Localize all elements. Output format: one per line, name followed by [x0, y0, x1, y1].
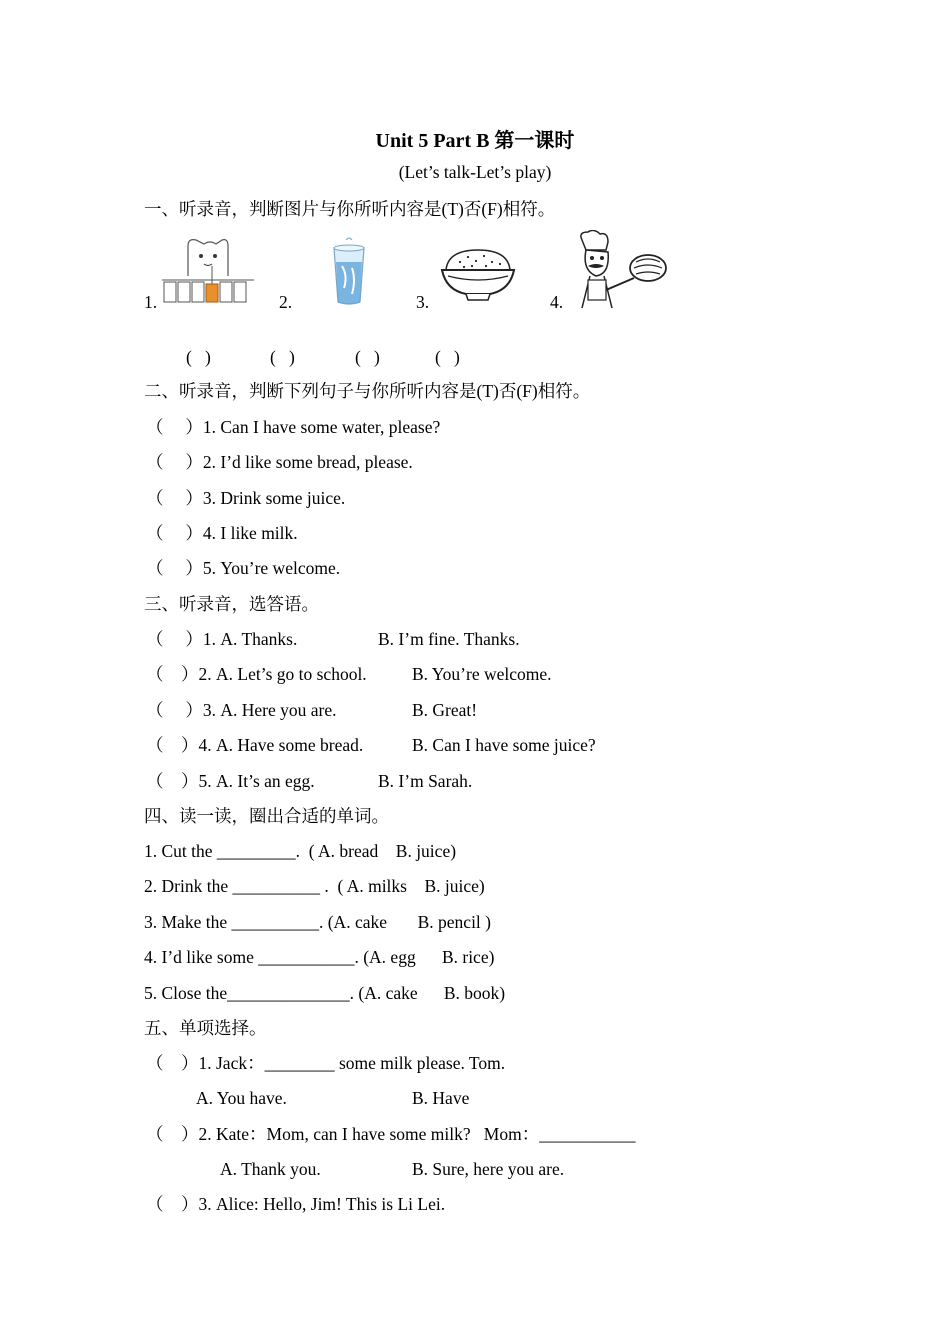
- circle-word-item-5: 5. Close the______________. (A. cake B. book): [144, 983, 506, 1003]
- choice-question-3: （ ）3. Alice: Hello, Jim! This is Li Lei.: [146, 1194, 446, 1214]
- picture-number-4: 4.: [550, 292, 564, 312]
- juice-glasses-picture: [160, 236, 256, 306]
- circle-word-item-4: 4. I’d like some ___________. (A. egg B. rice): [144, 947, 495, 967]
- judge-sentence-3: （ ）3. Drink some juice.: [146, 488, 346, 508]
- judge-sentence-2: （ ）2. I’d like some bread, please.: [146, 452, 413, 472]
- response-question-1: （ ）1. A. Thanks.: [146, 629, 298, 649]
- section-4-heading: 四、读一读，圈出合适的单词。: [144, 806, 389, 826]
- response-option-4b: B. Can I have some juice?: [412, 735, 596, 755]
- choice-question-1-option-a: A. You have.: [196, 1088, 287, 1108]
- answer-paren-2[interactable]: ( ): [270, 347, 295, 367]
- baker-bread-picture: [572, 230, 670, 310]
- section-1-heading: 一、听录音，判断图片与你所听内容是(T)否(F)相符。: [144, 199, 556, 219]
- circle-word-item-2: 2. Drink the __________ . ( A. milks B. juice): [144, 876, 485, 896]
- section-5-heading: 五、单项选择。: [144, 1018, 267, 1038]
- picture-number-1: 1.: [144, 292, 158, 312]
- answer-paren-1[interactable]: ( ): [186, 347, 211, 367]
- choice-question-2-option-a: A. Thank you.: [220, 1159, 321, 1179]
- circle-word-item-3: 3. Make the __________. (A. cake B. pencil ): [144, 912, 492, 932]
- worksheet-subtitle: (Let’s talk-Let’s play): [398, 162, 552, 182]
- judge-sentence-5: （ ）5. You’re welcome.: [146, 558, 341, 578]
- circle-word-item-1: 1. Cut the _________. ( A. bread B. juice): [144, 841, 457, 861]
- response-option-3b: B. Great!: [412, 700, 478, 720]
- choice-question-1-option-b: B. Have: [412, 1088, 470, 1108]
- response-option-1b: B. I’m fine. Thanks.: [378, 629, 520, 649]
- answer-paren-3[interactable]: ( ): [355, 347, 380, 367]
- response-option-5b: B. I’m Sarah.: [378, 771, 473, 791]
- rice-bowl-picture: [440, 244, 516, 302]
- section-2-heading: 二、听录音，判断下列句子与你所听内容是(T)否(F)相符。: [144, 381, 591, 401]
- response-question-4: （ ）4. A. Have some bread.: [146, 735, 364, 755]
- response-question-2: （ ）2. A. Let’s go to school.: [146, 664, 367, 684]
- choice-question-1: （ ）1. Jack：________ some milk please. Tom.: [146, 1053, 506, 1073]
- worksheet-title: Unit 5 Part B 第一课时: [375, 130, 575, 152]
- response-question-3: （ ）3. A. Here you are.: [146, 700, 337, 720]
- picture-number-3: 3.: [416, 292, 430, 312]
- choice-question-2-option-b: B. Sure, here you are.: [412, 1159, 565, 1179]
- response-question-5: （ ）5. A. It’s an egg.: [146, 771, 315, 791]
- section-3-heading: 三、听录音，选答语。: [144, 594, 319, 614]
- water-glass-picture: [328, 236, 370, 308]
- judge-sentence-4: （ ）4. I like milk.: [146, 523, 298, 543]
- judge-sentence-1: （ ）1. Can I have some water, please?: [146, 417, 441, 437]
- answer-paren-4[interactable]: ( ): [435, 347, 460, 367]
- response-option-2b: B. You’re welcome.: [412, 664, 552, 684]
- choice-question-2: （ ）2. Kate：Mom, can I have some milk? Mom：___________: [146, 1124, 636, 1144]
- picture-number-2: 2.: [279, 292, 293, 312]
